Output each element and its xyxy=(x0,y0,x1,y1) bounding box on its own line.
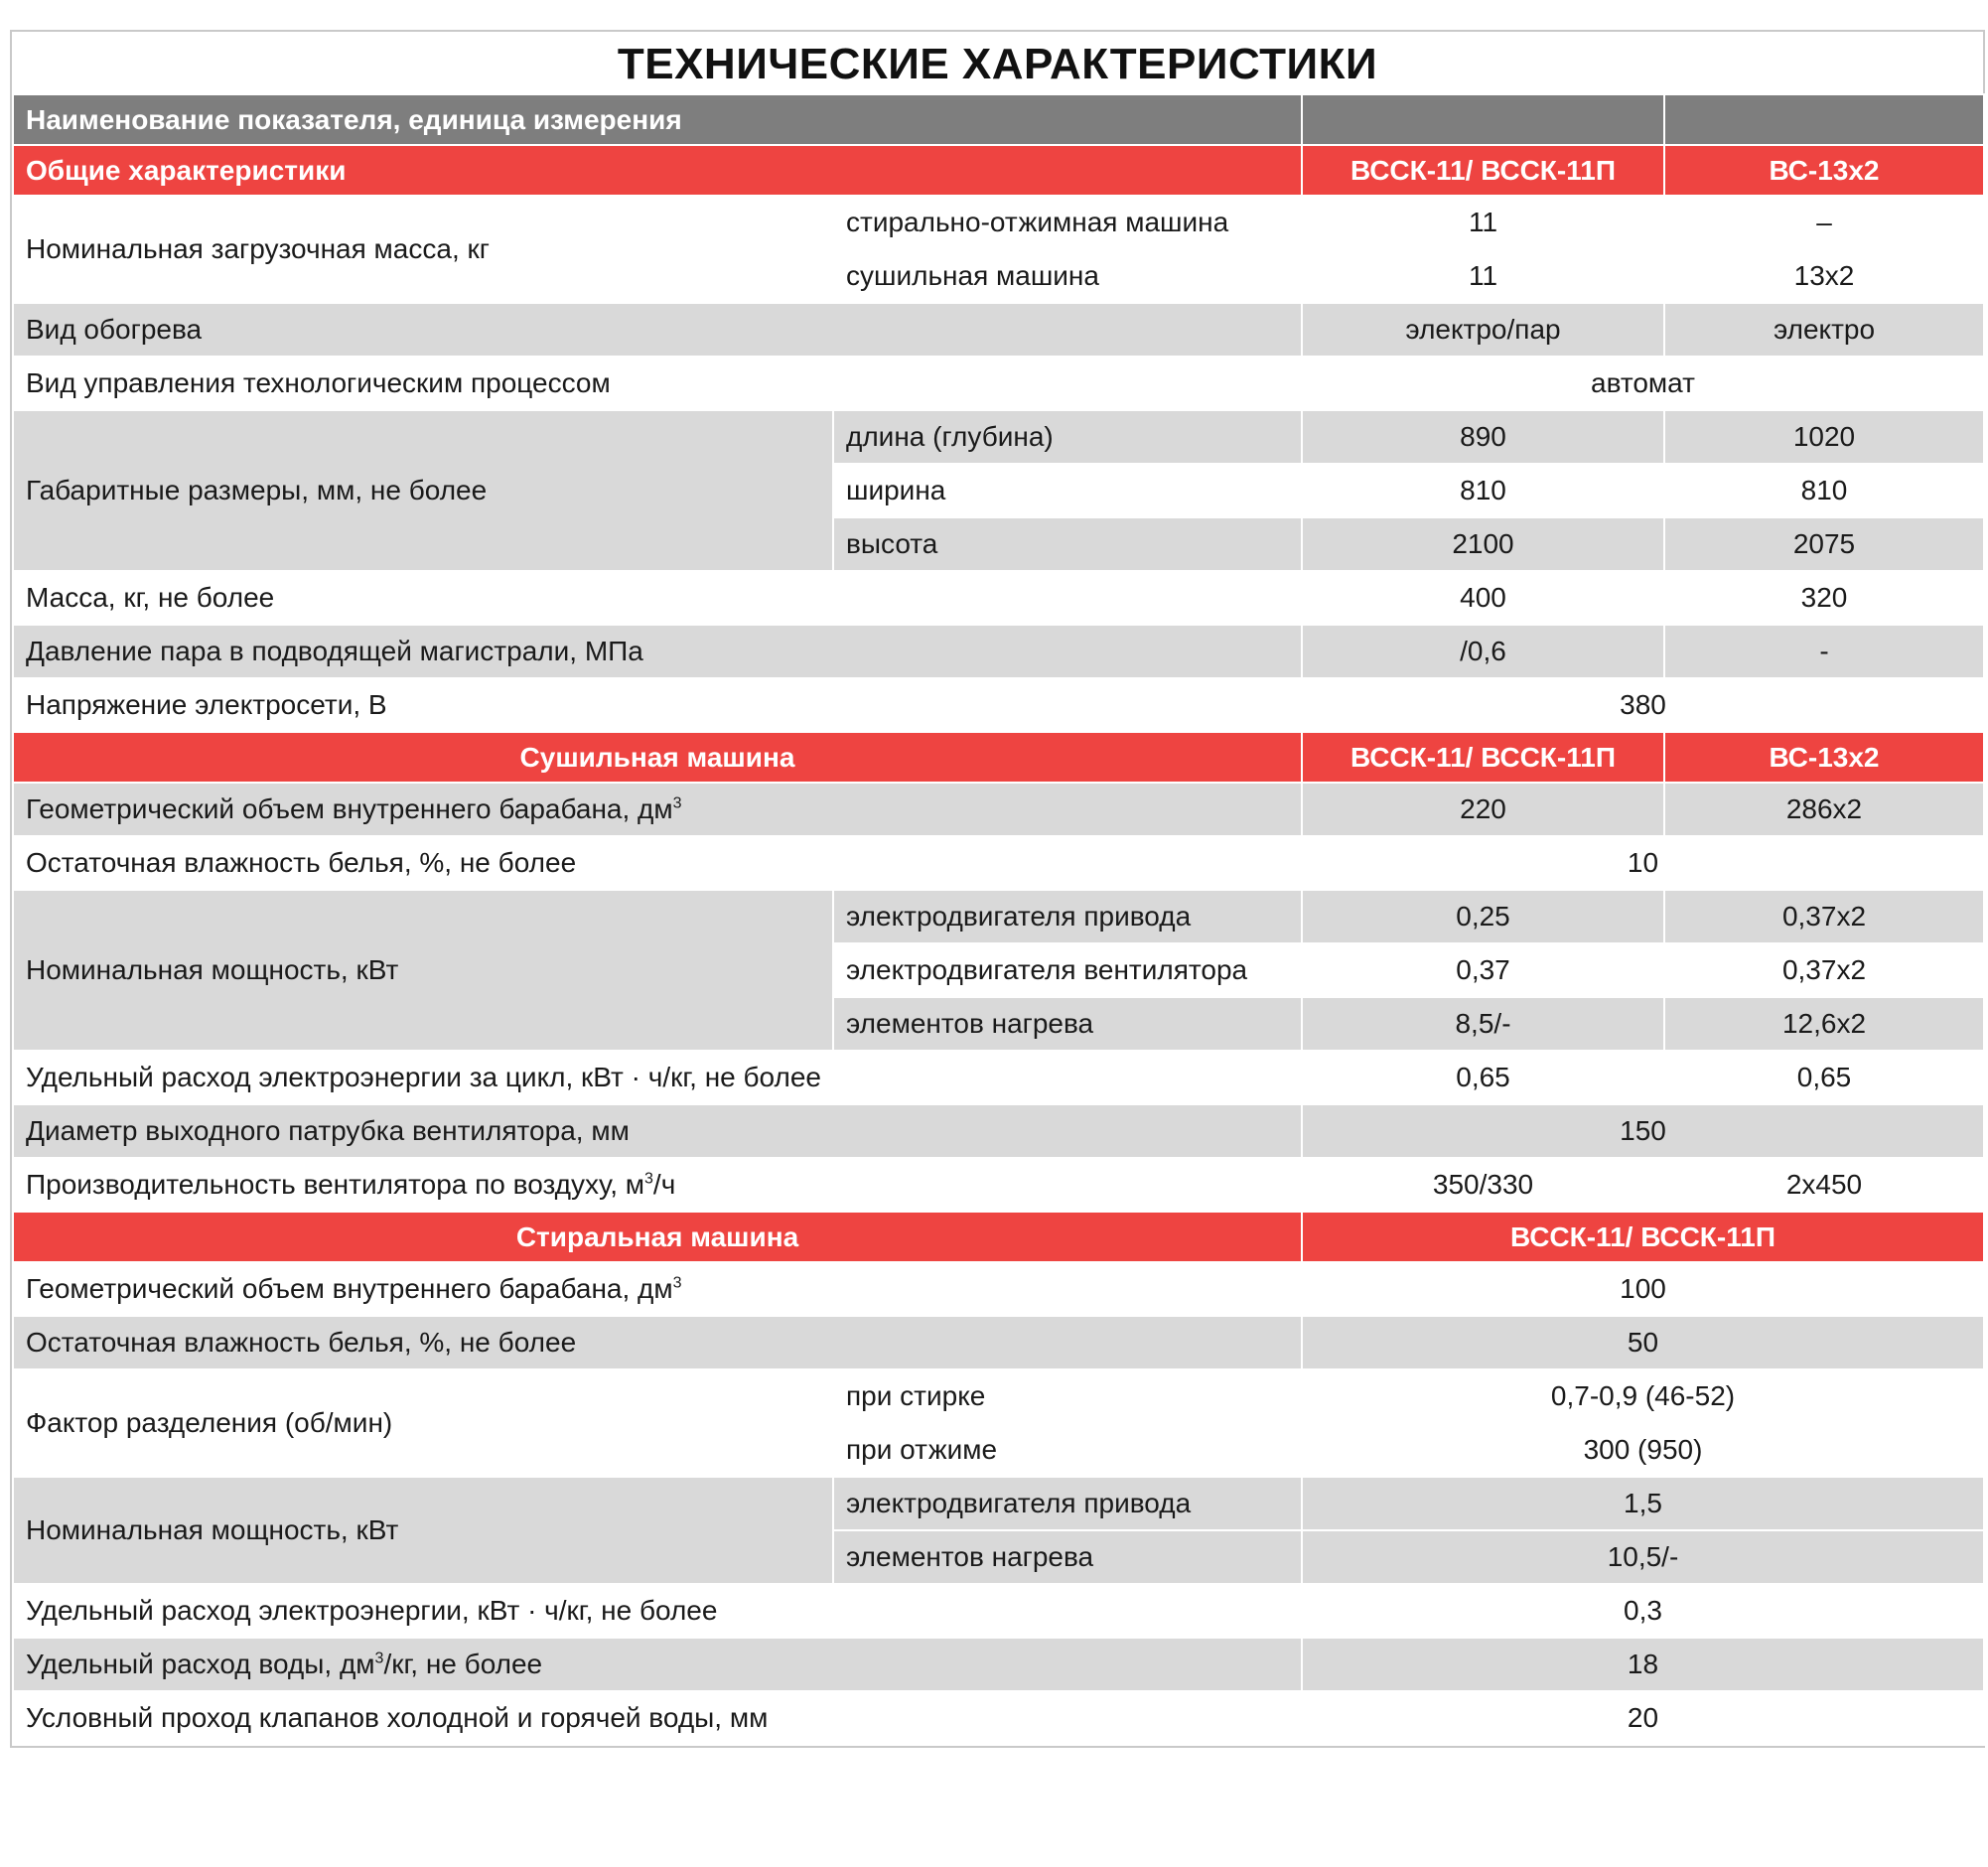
header-col1 xyxy=(1302,94,1664,145)
dryer-airflow-label: Производительность вентилятора по воздуху, $м^3/ч$ xyxy=(13,1158,1302,1212)
washer-drum-label: Геометрический объем внутреннего барабана, $дм^3$ xyxy=(13,1262,1302,1316)
table-row xyxy=(13,1262,1984,1316)
table-row xyxy=(13,1104,1984,1158)
table-row xyxy=(13,1691,1984,1745)
dryer-drum-label: Геометрический объем внутреннего барабана, $дм^3$ xyxy=(13,783,1302,836)
load-mass-sub2-v2: 13х2 xyxy=(1664,249,1984,303)
dims-sub1: длина (глубина) xyxy=(833,410,1302,464)
washer-moisture-label: Остаточная влажность белья, %, не более xyxy=(13,1316,1302,1369)
washer-power-sub1: электродвигателя привода xyxy=(833,1477,1302,1530)
dims-sub3-v2: 2075 xyxy=(1664,517,1984,571)
table-row xyxy=(13,1638,1984,1691)
washer-energy-label: Удельный расход электроэнергии, кВт · ч/кг, не более xyxy=(13,1584,1302,1638)
section-washer-title: Стиральная машина xyxy=(13,1212,1302,1262)
dims-sub2-v2: 810 xyxy=(1664,464,1984,517)
header-label: Наименование показателя, единица измерения xyxy=(13,94,1302,145)
table-row xyxy=(13,1158,1984,1212)
dryer-power-sub2-v1: 0,37 xyxy=(1302,943,1664,997)
washer-energy-value: 0,3 xyxy=(1302,1584,1984,1638)
dims-sub3: высота xyxy=(833,517,1302,571)
dryer-energy-v1: 0,65 xyxy=(1302,1051,1664,1104)
section-dryer-col1: ВССК-11/ ВССК-11П xyxy=(1302,732,1664,783)
dryer-drum-v2: 286х2 xyxy=(1664,783,1984,836)
dims-sub2: ширина xyxy=(833,464,1302,517)
load-mass-sub1-v2: – xyxy=(1664,196,1984,249)
load-mass-sub2-v1: 11 xyxy=(1302,249,1664,303)
table-row xyxy=(13,357,1984,410)
steam-label: Давление пара в подводящей магистрали, МПа xyxy=(13,625,1302,678)
dryer-power-sub1: электродвигателя привода xyxy=(833,890,1302,943)
dims-sub1-v2: 1020 xyxy=(1664,410,1984,464)
washer-power-sub1-v: 1,5 xyxy=(1302,1477,1984,1530)
dryer-outlet-label: Диаметр выходного патрубка вентилятора, мм xyxy=(13,1104,1302,1158)
dryer-airflow-v2: 2х450 xyxy=(1664,1158,1984,1212)
section-dryer-title: Сушильная машина xyxy=(13,732,1302,783)
dryer-airflow-v1: 350/330 xyxy=(1302,1158,1664,1212)
mass-label: Масса, кг, не более xyxy=(13,571,1302,625)
table-header-row xyxy=(13,94,1984,145)
dims-sub3-v1: 2100 xyxy=(1302,517,1664,571)
load-mass-sub1: стирально-отжимная машина xyxy=(833,196,1302,249)
section-general xyxy=(13,145,1984,196)
washer-factor-label: Фактор разделения (об/мин) xyxy=(13,1369,833,1477)
spec-sheet xyxy=(10,30,1985,1748)
heating-label: Вид обогрева xyxy=(13,303,1302,357)
section-washer-col1: ВССК-11/ ВССК-11П xyxy=(1302,1212,1984,1262)
mass-v2: 320 xyxy=(1664,571,1984,625)
page-title: ТЕХНИЧЕСКИЕ ХАРАКТЕРИСТИКИ xyxy=(617,40,1378,88)
section-general-col1: ВССК-11/ ВССК-11П xyxy=(1302,145,1664,196)
dryer-power-sub2: электродвигателя вентилятора xyxy=(833,943,1302,997)
washer-water-value: 18 xyxy=(1302,1638,1984,1691)
washer-power-sub2: элементов нагрева xyxy=(833,1530,1302,1584)
table-row xyxy=(13,625,1984,678)
table-row xyxy=(13,571,1984,625)
spec-table xyxy=(12,93,1985,1746)
dryer-energy-v2: 0,65 xyxy=(1664,1051,1984,1104)
control-label: Вид управления технологическим процессом xyxy=(13,357,1302,410)
table-row xyxy=(13,678,1984,732)
washer-valves-value: 20 xyxy=(1302,1691,1984,1745)
voltage-label: Напряжение электросети, В xyxy=(13,678,1302,732)
heating-v1: электро/пар xyxy=(1302,303,1664,357)
washer-power-sub2-v: 10,5/- xyxy=(1302,1530,1984,1584)
table-row xyxy=(13,1369,1984,1423)
washer-valves-label: Условный проход клапанов холодной и горячей воды, мм xyxy=(13,1691,1302,1745)
voltage-value: 380 xyxy=(1302,678,1984,732)
header-col2 xyxy=(1664,94,1984,145)
load-mass-sub2: сушильная машина xyxy=(833,249,1302,303)
table-row xyxy=(13,410,1984,464)
table-row xyxy=(13,303,1984,357)
dryer-power-sub3-v1: 8,5/- xyxy=(1302,997,1664,1051)
dryer-energy-label: Удельный расход электроэнергии за цикл, кВт · ч/кг, не более xyxy=(13,1051,1302,1104)
washer-water-label: Удельный расход воды, $дм^3/кг$, не более xyxy=(13,1638,1302,1691)
section-general-title: Общие характеристики xyxy=(13,145,1302,196)
mass-v1: 400 xyxy=(1302,571,1664,625)
heating-v2: электро xyxy=(1664,303,1984,357)
dryer-moisture-label: Остаточная влажность белья, %, не более xyxy=(13,836,1302,890)
dryer-power-sub3-v2: 12,6х2 xyxy=(1664,997,1984,1051)
dims-sub2-v1: 810 xyxy=(1302,464,1664,517)
table-row xyxy=(13,890,1984,943)
dryer-drum-v1: 220 xyxy=(1302,783,1664,836)
table-row xyxy=(13,1584,1984,1638)
control-value: автомат xyxy=(1302,357,1984,410)
dryer-power-sub1-v1: 0,25 xyxy=(1302,890,1664,943)
table-row xyxy=(13,1316,1984,1369)
table-row xyxy=(13,783,1984,836)
washer-drum-value: 100 xyxy=(1302,1262,1984,1316)
dryer-power-sub2-v2: 0,37х2 xyxy=(1664,943,1984,997)
washer-moisture-value: 50 xyxy=(1302,1316,1984,1369)
washer-factor-sub1-v: 0,7-0,9 (46-52) xyxy=(1302,1369,1984,1423)
washer-power-label: Номинальная мощность, кВт xyxy=(13,1477,833,1584)
table-row xyxy=(13,196,1984,249)
washer-factor-sub2: при отжиме xyxy=(833,1423,1302,1477)
washer-factor-sub2-v: 300 (950) xyxy=(1302,1423,1984,1477)
table-row xyxy=(13,1477,1984,1530)
dims-sub1-v1: 890 xyxy=(1302,410,1664,464)
load-mass-label: Номинальная загрузочная масса, кг xyxy=(13,196,833,303)
dryer-power-label: Номинальная мощность, кВт xyxy=(13,890,833,1051)
section-general-col2: ВС-13х2 xyxy=(1664,145,1984,196)
dims-label: Габаритные размеры, мм, не более xyxy=(13,410,833,571)
washer-factor-sub1: при стирке xyxy=(833,1369,1302,1423)
section-dryer xyxy=(13,732,1984,783)
dryer-power-sub3: элементов нагрева xyxy=(833,997,1302,1051)
dryer-moisture-value: 10 xyxy=(1302,836,1984,890)
dryer-power-sub1-v2: 0,37х2 xyxy=(1664,890,1984,943)
section-dryer-col2: ВС-13х2 xyxy=(1664,732,1984,783)
dryer-outlet-value: 150 xyxy=(1302,1104,1984,1158)
load-mass-sub1-v1: 11 xyxy=(1302,196,1664,249)
section-washer xyxy=(13,1212,1984,1262)
table-row xyxy=(13,1051,1984,1104)
table-row xyxy=(13,836,1984,890)
steam-v1: /0,6 xyxy=(1302,625,1664,678)
steam-v2: - xyxy=(1664,625,1984,678)
